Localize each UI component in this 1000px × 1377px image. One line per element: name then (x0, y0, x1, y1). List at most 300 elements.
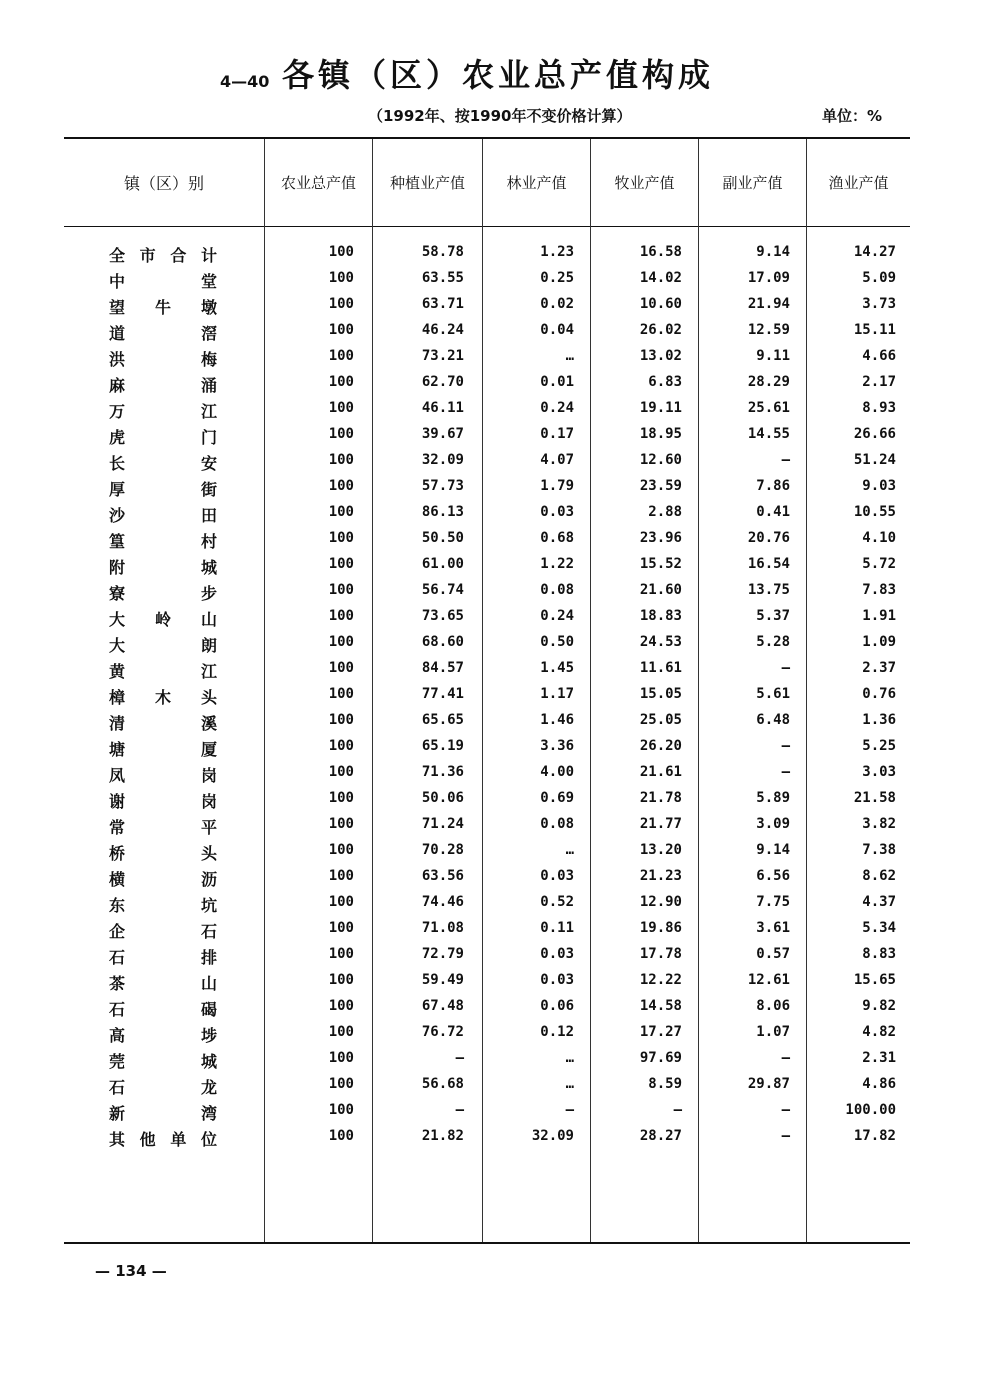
region-name-char: 沥 (200, 870, 217, 889)
column-header-total: 农业总产值 (280, 174, 356, 192)
region-name-char: 江 (200, 402, 217, 421)
table-top-rule (64, 137, 910, 139)
cell-forest: 0.11 (540, 920, 574, 936)
cell-total: 100 (328, 1024, 354, 1040)
cell-fishery: 100.00 (845, 1102, 896, 1118)
cell-forest: 0.03 (540, 972, 574, 988)
cell-total: 100 (328, 400, 354, 416)
cell-livestock: 21.61 (639, 764, 682, 780)
region-name (109, 321, 217, 344)
cell-livestock: 15.52 (639, 556, 682, 572)
column-header-region: 镇（区）别 (123, 174, 204, 193)
region-name-char: 清 (109, 714, 126, 733)
region-name-char: 门 (200, 428, 217, 447)
table-row (64, 344, 910, 370)
cell-fishery: 21.58 (853, 790, 896, 806)
cell-crop: 56.74 (421, 582, 464, 598)
region-name-char: 计 (200, 246, 217, 265)
cell-fishery: 1.09 (862, 634, 896, 650)
cell-total: 100 (328, 816, 354, 832)
page-number: — 134 — (95, 1262, 167, 1280)
region-name-char: 平 (200, 818, 217, 837)
region-name-char: 中 (109, 272, 126, 291)
region-name (109, 711, 217, 734)
cell-total: 100 (328, 608, 354, 624)
cell-sideline: — (781, 660, 790, 676)
region-name-char: 石 (109, 1078, 126, 1097)
cell-forest: 0.02 (540, 296, 574, 312)
cell-fishery: 3.82 (862, 816, 896, 832)
cell-sideline: 3.09 (756, 816, 790, 832)
cell-crop: 65.65 (421, 712, 464, 728)
region-name (109, 451, 217, 474)
cell-forest: … (565, 348, 574, 364)
cell-livestock: 13.20 (639, 842, 682, 858)
cell-forest: 4.07 (540, 452, 574, 468)
region-name-char: 他 (139, 1130, 156, 1149)
cell-crop: 56.68 (421, 1076, 464, 1092)
table-row (64, 1124, 910, 1150)
cell-fishery: 9.03 (862, 478, 896, 494)
region-name-char: 排 (200, 948, 217, 967)
cell-forest: 0.17 (540, 426, 574, 442)
cell-livestock: 14.02 (639, 270, 682, 286)
table-row (64, 812, 910, 838)
cell-forest: 4.00 (540, 764, 574, 780)
cell-total: 100 (328, 452, 354, 468)
cell-total: 100 (328, 712, 354, 728)
region-name-char: 城 (200, 1052, 217, 1071)
region-name (109, 815, 217, 838)
cell-crop: 57.73 (421, 478, 464, 494)
table-row (64, 916, 910, 942)
table-row (64, 292, 910, 318)
cell-crop: 71.08 (421, 920, 464, 936)
cell-crop: 21.82 (421, 1128, 464, 1144)
cell-sideline: 5.61 (756, 686, 790, 702)
region-name (109, 893, 217, 916)
cell-forest: … (565, 842, 574, 858)
cell-crop: 63.56 (421, 868, 464, 884)
cell-fishery: 51.24 (853, 452, 896, 468)
region-name-char: 位 (200, 1130, 217, 1149)
cell-crop: 46.11 (421, 400, 464, 416)
region-name (109, 919, 217, 942)
table-row (64, 760, 910, 786)
cell-crop: 63.55 (421, 270, 464, 286)
table-row (64, 656, 910, 682)
cell-sideline: — (781, 1050, 790, 1066)
region-name (109, 971, 217, 994)
cell-sideline: 5.89 (756, 790, 790, 806)
region-name-char: 桥 (109, 844, 126, 863)
region-name-char: 龙 (200, 1078, 217, 1097)
cell-livestock: 2.88 (648, 504, 682, 520)
table-row (64, 864, 910, 890)
region-name-char: 洪 (109, 350, 126, 369)
region-name (109, 477, 217, 500)
cell-livestock: 15.05 (639, 686, 682, 702)
region-name-char: 厚 (109, 480, 126, 499)
cell-fishery: 2.17 (862, 374, 896, 390)
cell-total: 100 (328, 790, 354, 806)
cell-crop: 39.67 (421, 426, 464, 442)
cell-sideline: 6.56 (756, 868, 790, 884)
cell-fishery: 9.82 (862, 998, 896, 1014)
cell-total: 100 (328, 244, 354, 260)
cell-livestock: 8.59 (648, 1076, 682, 1092)
table-row (64, 422, 910, 448)
table-body (64, 240, 910, 1240)
table-row (64, 1046, 910, 1072)
table-row (64, 734, 910, 760)
cell-forest: 0.50 (540, 634, 574, 650)
cell-forest: 0.25 (540, 270, 574, 286)
cell-forest: 3.36 (540, 738, 574, 754)
cell-fishery: 4.10 (862, 530, 896, 546)
region-name-char: 碣 (200, 1000, 217, 1019)
cell-sideline: 28.29 (747, 374, 790, 390)
cell-crop: 61.00 (421, 556, 464, 572)
cell-livestock: 97.69 (639, 1050, 682, 1066)
cell-sideline: — (781, 1128, 790, 1144)
cell-sideline: 9.14 (756, 244, 790, 260)
table-row (64, 526, 910, 552)
region-name (109, 425, 217, 448)
region-name-char: 山 (200, 610, 217, 629)
region-name-char: 头 (200, 844, 217, 863)
region-name (109, 685, 217, 708)
region-name-char: 常 (109, 818, 126, 837)
cell-fishery: 17.82 (853, 1128, 896, 1144)
column-header-forest: 林业产值 (506, 174, 567, 192)
cell-forest: — (565, 1102, 574, 1118)
cell-fishery: 3.73 (862, 296, 896, 312)
region-name-char: 村 (200, 532, 217, 551)
region-name-char: 岗 (200, 766, 217, 785)
cell-livestock: 23.96 (639, 530, 682, 546)
cell-total: 100 (328, 764, 354, 780)
cell-total: 100 (328, 998, 354, 1014)
table-row (64, 838, 910, 864)
cell-livestock: 10.60 (639, 296, 682, 312)
cell-total: 100 (328, 478, 354, 494)
cell-total: 100 (328, 946, 354, 962)
region-name-char: 朗 (200, 636, 217, 655)
region-name (109, 1075, 217, 1098)
region-name-char: 单 (170, 1130, 187, 1149)
table-row (64, 1098, 910, 1124)
cell-forest: 0.08 (540, 582, 574, 598)
cell-crop: 73.21 (421, 348, 464, 364)
column-header-fishery: 渔业产值 (828, 174, 889, 192)
cell-crop: 71.36 (421, 764, 464, 780)
cell-total: 100 (328, 842, 354, 858)
cell-total: 100 (328, 1102, 354, 1118)
cell-forest: 0.12 (540, 1024, 574, 1040)
table-row (64, 474, 910, 500)
cell-crop: 65.19 (421, 738, 464, 754)
region-name (109, 607, 217, 630)
cell-sideline: 25.61 (747, 400, 790, 416)
cell-fishery: 4.82 (862, 1024, 896, 1040)
cell-sideline: 20.76 (747, 530, 790, 546)
region-name-char: 城 (200, 558, 217, 577)
page-title: 各镇（区）农业总产值构成 (282, 56, 715, 94)
region-name (109, 581, 217, 604)
region-name (109, 1049, 217, 1072)
region-name-char: 厦 (200, 740, 217, 759)
cell-total: 100 (328, 530, 354, 546)
cell-fishery: 15.11 (853, 322, 896, 338)
region-name-char: 木 (154, 688, 171, 707)
cell-fishery: 26.66 (853, 426, 896, 442)
unit-label: 单位：% (822, 107, 883, 125)
cell-sideline: — (781, 1102, 790, 1118)
cell-forest: 0.68 (540, 530, 574, 546)
header-bottom-rule (64, 226, 910, 227)
cell-total: 100 (328, 894, 354, 910)
cell-forest: 1.22 (540, 556, 574, 572)
region-name-char: 附 (109, 558, 126, 577)
cell-forest: 1.17 (540, 686, 574, 702)
table-row (64, 604, 910, 630)
region-name-char: 茶 (109, 974, 126, 993)
region-name-char: 滘 (200, 324, 217, 343)
cell-sideline: 29.87 (747, 1076, 790, 1092)
region-name (109, 1023, 217, 1046)
cell-fishery: 5.72 (862, 556, 896, 572)
region-name (109, 347, 217, 370)
cell-sideline: 14.55 (747, 426, 790, 442)
cell-forest: 1.79 (540, 478, 574, 494)
region-name (109, 503, 217, 526)
cell-forest: 1.23 (540, 244, 574, 260)
cell-sideline: 8.06 (756, 998, 790, 1014)
region-name-char: 街 (200, 480, 217, 499)
cell-crop: 32.09 (421, 452, 464, 468)
cell-total: 100 (328, 1076, 354, 1092)
cell-livestock: — (673, 1102, 682, 1118)
region-name (109, 399, 217, 422)
cell-fishery: 7.38 (862, 842, 896, 858)
region-name-char: 涌 (200, 376, 217, 395)
cell-livestock: 21.78 (639, 790, 682, 806)
cell-livestock: 17.78 (639, 946, 682, 962)
region-name-char: 黄 (109, 662, 126, 681)
cell-total: 100 (328, 582, 354, 598)
region-name-char: 长 (109, 454, 126, 473)
column-header-crop: 种植业产值 (389, 174, 465, 192)
cell-crop: 74.46 (421, 894, 464, 910)
region-name-char: 企 (109, 922, 126, 941)
region-name-char: 横 (109, 870, 126, 889)
region-name (109, 633, 217, 656)
cell-total: 100 (328, 634, 354, 650)
region-name (109, 945, 217, 968)
region-name-char: 樟 (109, 688, 126, 707)
cell-livestock: 23.59 (639, 478, 682, 494)
cell-livestock: 24.53 (639, 634, 682, 650)
cell-fishery: 2.31 (862, 1050, 896, 1066)
region-name-char: 道 (109, 324, 126, 343)
region-name (109, 997, 217, 1020)
cell-forest: 0.03 (540, 946, 574, 962)
cell-livestock: 18.83 (639, 608, 682, 624)
region-name (109, 555, 217, 578)
region-name-char: 市 (139, 246, 156, 265)
cell-crop: 46.24 (421, 322, 464, 338)
column-header-sideline: 副业产值 (722, 174, 783, 192)
cell-fishery: 4.66 (862, 348, 896, 364)
cell-total: 100 (328, 426, 354, 442)
cell-forest: 0.04 (540, 322, 574, 338)
cell-total: 100 (328, 348, 354, 364)
cell-livestock: 26.20 (639, 738, 682, 754)
cell-sideline: 5.37 (756, 608, 790, 624)
table-subtitle: （1992年、按1990年不变价格计算） (368, 107, 632, 125)
region-name-char: 安 (200, 454, 217, 473)
cell-fishery: 5.25 (862, 738, 896, 754)
cell-fishery: 15.65 (853, 972, 896, 988)
cell-forest: 0.24 (540, 400, 574, 416)
cell-sideline: 6.48 (756, 712, 790, 728)
cell-forest: 1.45 (540, 660, 574, 676)
cell-total: 100 (328, 868, 354, 884)
cell-sideline: 21.94 (747, 296, 790, 312)
cell-sideline: 0.57 (756, 946, 790, 962)
cell-livestock: 17.27 (639, 1024, 682, 1040)
cell-sideline: — (781, 764, 790, 780)
table-row (64, 890, 910, 916)
cell-livestock: 6.83 (648, 374, 682, 390)
cell-fishery: 7.83 (862, 582, 896, 598)
table-row (64, 318, 910, 344)
table-row (64, 370, 910, 396)
cell-livestock: 16.58 (639, 244, 682, 260)
region-name-char: 石 (109, 948, 126, 967)
table-row (64, 708, 910, 734)
cell-crop: 59.49 (421, 972, 464, 988)
cell-forest: 0.69 (540, 790, 574, 806)
cell-fishery: 5.09 (862, 270, 896, 286)
cell-livestock: 12.60 (639, 452, 682, 468)
region-name-char: 湾 (200, 1104, 217, 1123)
region-name (109, 373, 217, 396)
cell-sideline: 9.14 (756, 842, 790, 858)
region-name (109, 269, 217, 292)
cell-sideline: 1.07 (756, 1024, 790, 1040)
table-row (64, 500, 910, 526)
region-name-char: 谢 (109, 792, 126, 811)
cell-crop: 86.13 (421, 504, 464, 520)
cell-sideline: — (781, 452, 790, 468)
cell-forest: … (565, 1076, 574, 1092)
region-name-char: 梅 (200, 350, 217, 369)
region-name-char: 虎 (109, 428, 126, 447)
region-name-char: 坑 (200, 896, 217, 915)
region-name-char: 埗 (200, 1026, 217, 1045)
cell-forest: 0.03 (540, 504, 574, 520)
cell-sideline: 3.61 (756, 920, 790, 936)
region-name-char: 麻 (109, 376, 126, 395)
table-row (64, 786, 910, 812)
region-name-char: 墩 (200, 298, 217, 317)
cell-total: 100 (328, 504, 354, 520)
table-row (64, 240, 910, 266)
region-name-char: 堂 (200, 272, 217, 291)
cell-forest: 1.46 (540, 712, 574, 728)
table-row (64, 994, 910, 1020)
cell-sideline: — (781, 738, 790, 754)
cell-crop: 50.06 (421, 790, 464, 806)
region-name (109, 867, 217, 890)
cell-livestock: 11.61 (639, 660, 682, 676)
cell-forest: 0.03 (540, 868, 574, 884)
table-row (64, 1072, 910, 1098)
cell-total: 100 (328, 920, 354, 936)
cell-forest: 0.06 (540, 998, 574, 1014)
table-row (64, 448, 910, 474)
cell-total: 100 (328, 1128, 354, 1144)
cell-sideline: 12.59 (747, 322, 790, 338)
cell-sideline: 0.41 (756, 504, 790, 520)
cell-fishery: 5.34 (862, 920, 896, 936)
region-name-char: 步 (200, 584, 217, 603)
cell-livestock: 25.05 (639, 712, 682, 728)
table-row (64, 1020, 910, 1046)
cell-livestock: 19.86 (639, 920, 682, 936)
cell-livestock: 21.23 (639, 868, 682, 884)
table-number: 4—40 (220, 72, 270, 91)
cell-sideline: 7.75 (756, 894, 790, 910)
table-row (64, 630, 910, 656)
cell-crop: 76.72 (421, 1024, 464, 1040)
cell-total: 100 (328, 296, 354, 312)
cell-crop: — (455, 1102, 464, 1118)
region-name (109, 1127, 217, 1150)
region-name-char: 合 (170, 246, 187, 265)
cell-fishery: 0.76 (862, 686, 896, 702)
cell-total: 100 (328, 738, 354, 754)
cell-crop: 72.79 (421, 946, 464, 962)
region-name-char: 山 (200, 974, 217, 993)
cell-livestock: 13.02 (639, 348, 682, 364)
cell-fishery: 2.37 (862, 660, 896, 676)
cell-livestock: 28.27 (639, 1128, 682, 1144)
cell-forest: 32.09 (531, 1128, 574, 1144)
cell-forest: 0.01 (540, 374, 574, 390)
table-row (64, 942, 910, 968)
cell-fishery: 4.37 (862, 894, 896, 910)
cell-crop: 50.50 (421, 530, 464, 546)
table-bottom-rule (64, 1242, 910, 1244)
region-name-char: 沙 (109, 506, 126, 525)
region-name-char: 万 (109, 402, 126, 421)
cell-livestock: 12.90 (639, 894, 682, 910)
region-name-char: 岗 (200, 792, 217, 811)
cell-sideline: 17.09 (747, 270, 790, 286)
region-name-char: 高 (109, 1026, 126, 1045)
table-row (64, 266, 910, 292)
region-name-char: 大 (109, 636, 126, 655)
cell-crop: 67.48 (421, 998, 464, 1014)
cell-crop: — (455, 1050, 464, 1066)
cell-sideline: 9.11 (756, 348, 790, 364)
region-name-char: 新 (109, 1104, 126, 1123)
cell-crop: 63.71 (421, 296, 464, 312)
region-name-char: 石 (200, 922, 217, 941)
